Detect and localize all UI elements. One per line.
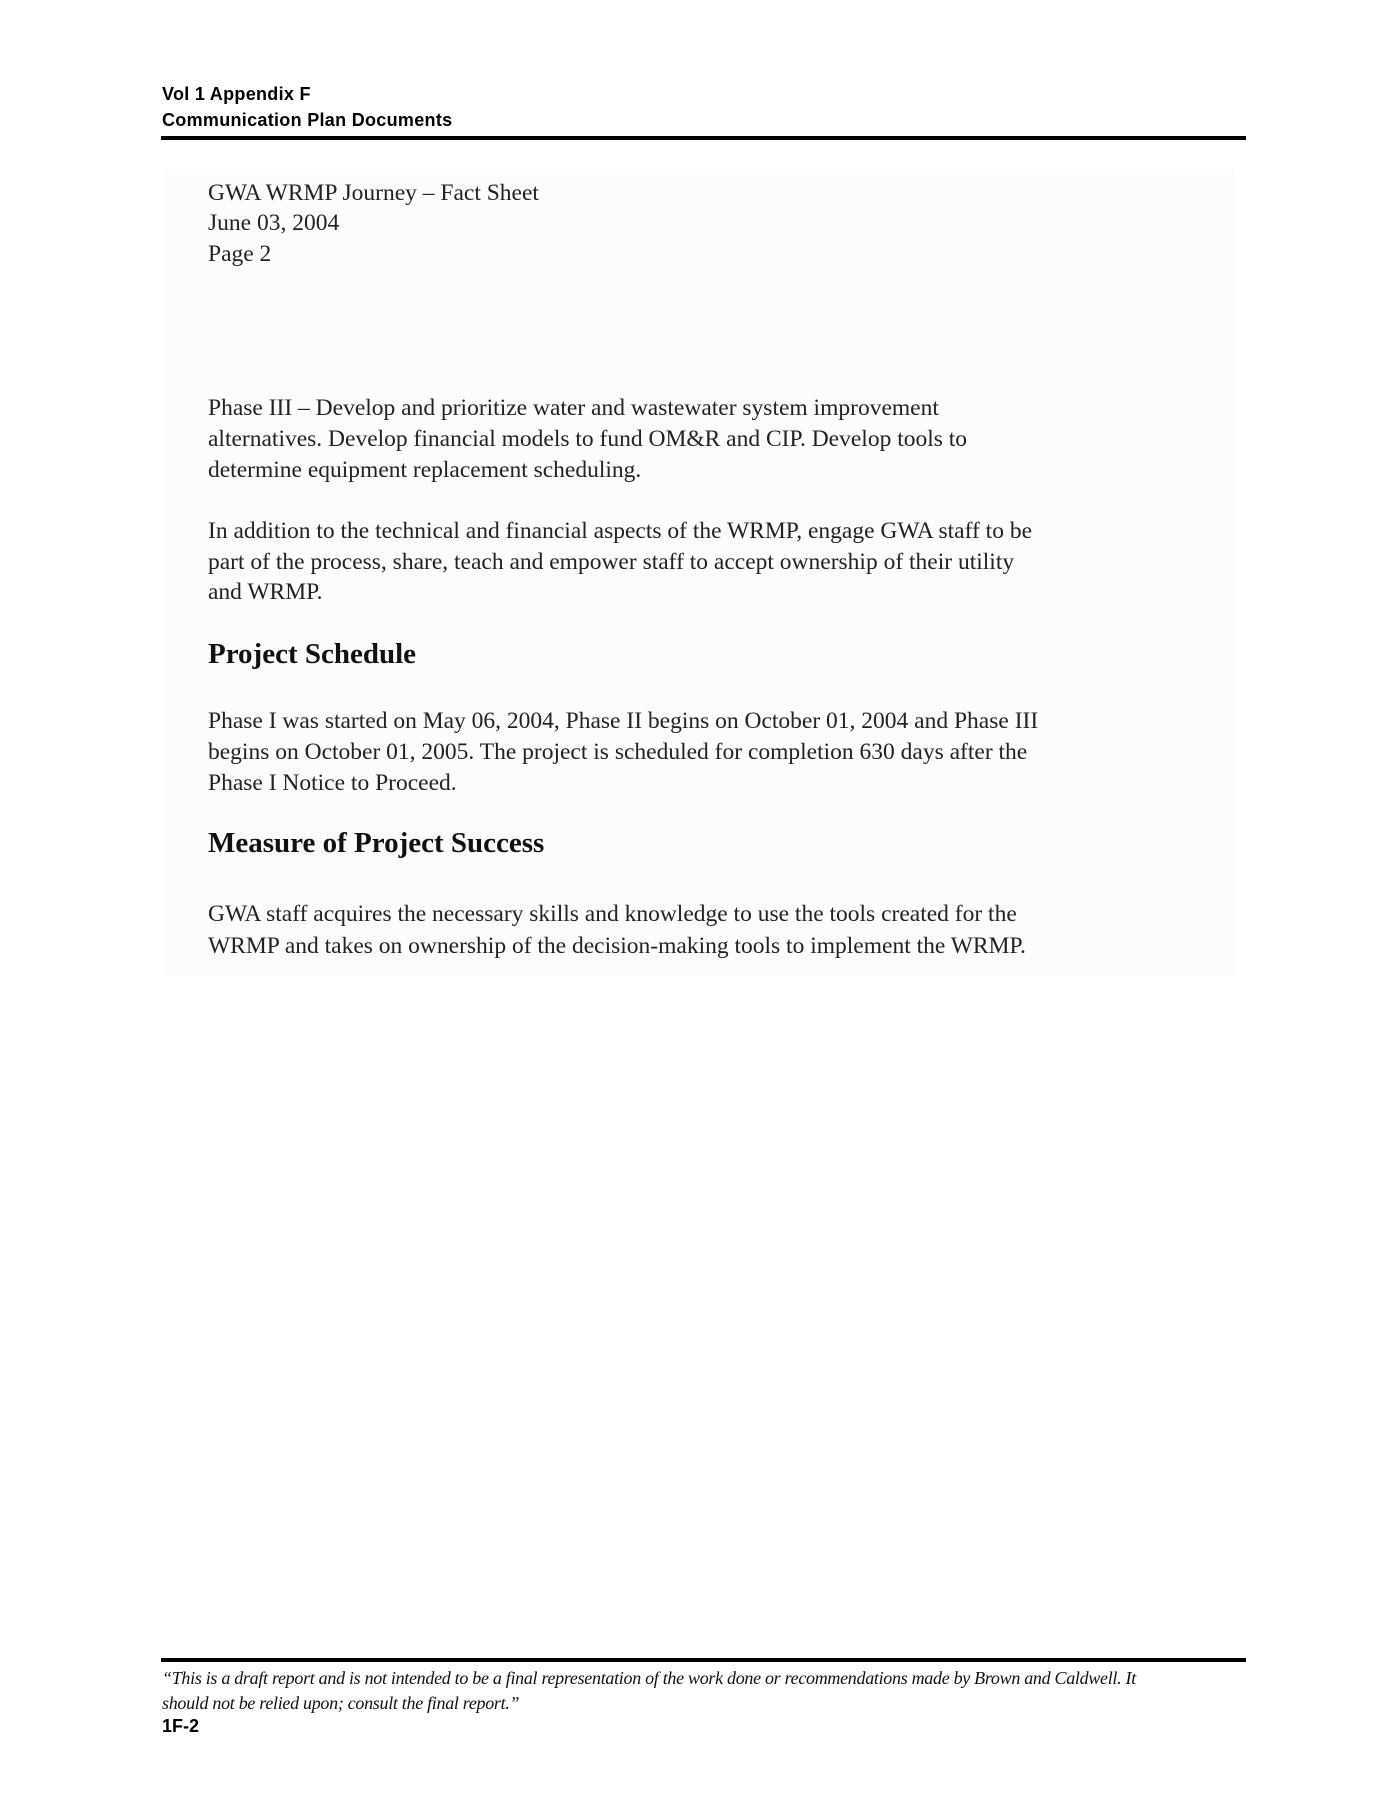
footer-disclaimer: “This is a draft report and is not intended to be a final representation of the work done or recommendations made by Brown and Caldwell. It xyxy=(162,1668,1136,1688)
header-rule xyxy=(161,136,1246,140)
footer-disclaimer: should not be relied upon; consult the final report.” xyxy=(162,1693,520,1713)
paragraph-line: Phase III – Develop and prioritize water and wastewater system improvement xyxy=(208,395,939,421)
paragraph-line: Phase I was started on May 06, 2004, Phase II begins on October 01, 2004 and Phase III xyxy=(208,708,1039,734)
fact-sheet-title: GWA WRMP Journey – Fact Sheet xyxy=(208,180,539,206)
paragraph-line: part of the process, share, teach and empower staff to accept ownership of their utility xyxy=(208,549,1015,575)
paragraph-line: determine equipment replacement scheduling. xyxy=(208,457,642,483)
paragraph-line: WRMP and takes on ownership of the decision-making tools to implement the WRMP. xyxy=(208,933,1026,959)
paragraph-line: and WRMP. xyxy=(208,579,323,605)
header-section: Communication Plan Documents xyxy=(162,110,453,130)
paragraph-line: alternatives. Develop financial models to fund OM&R and CIP. Develop tools to xyxy=(208,426,968,452)
header-volume: Vol 1 Appendix F xyxy=(162,84,311,104)
heading-project-success: Measure of Project Success xyxy=(208,827,545,859)
paragraph-line: begins on October 01, 2005. The project is scheduled for completion 630 days after the xyxy=(208,739,1028,765)
fact-sheet-page: Page 2 xyxy=(208,241,272,267)
heading-project-schedule: Project Schedule xyxy=(208,638,417,670)
paragraph-line: In addition to the technical and financial aspects of the WRMP, engage GWA staff to be xyxy=(208,518,1033,544)
fact-sheet-date: June 03, 2004 xyxy=(208,210,340,236)
paragraph-line: GWA staff acquires the necessary skills and knowledge to use the tools created for the xyxy=(208,901,1017,927)
paragraph-line: Phase I Notice to Proceed. xyxy=(208,770,457,796)
footer-rule xyxy=(161,1658,1246,1662)
page-number: 1F-2 xyxy=(162,1716,200,1736)
